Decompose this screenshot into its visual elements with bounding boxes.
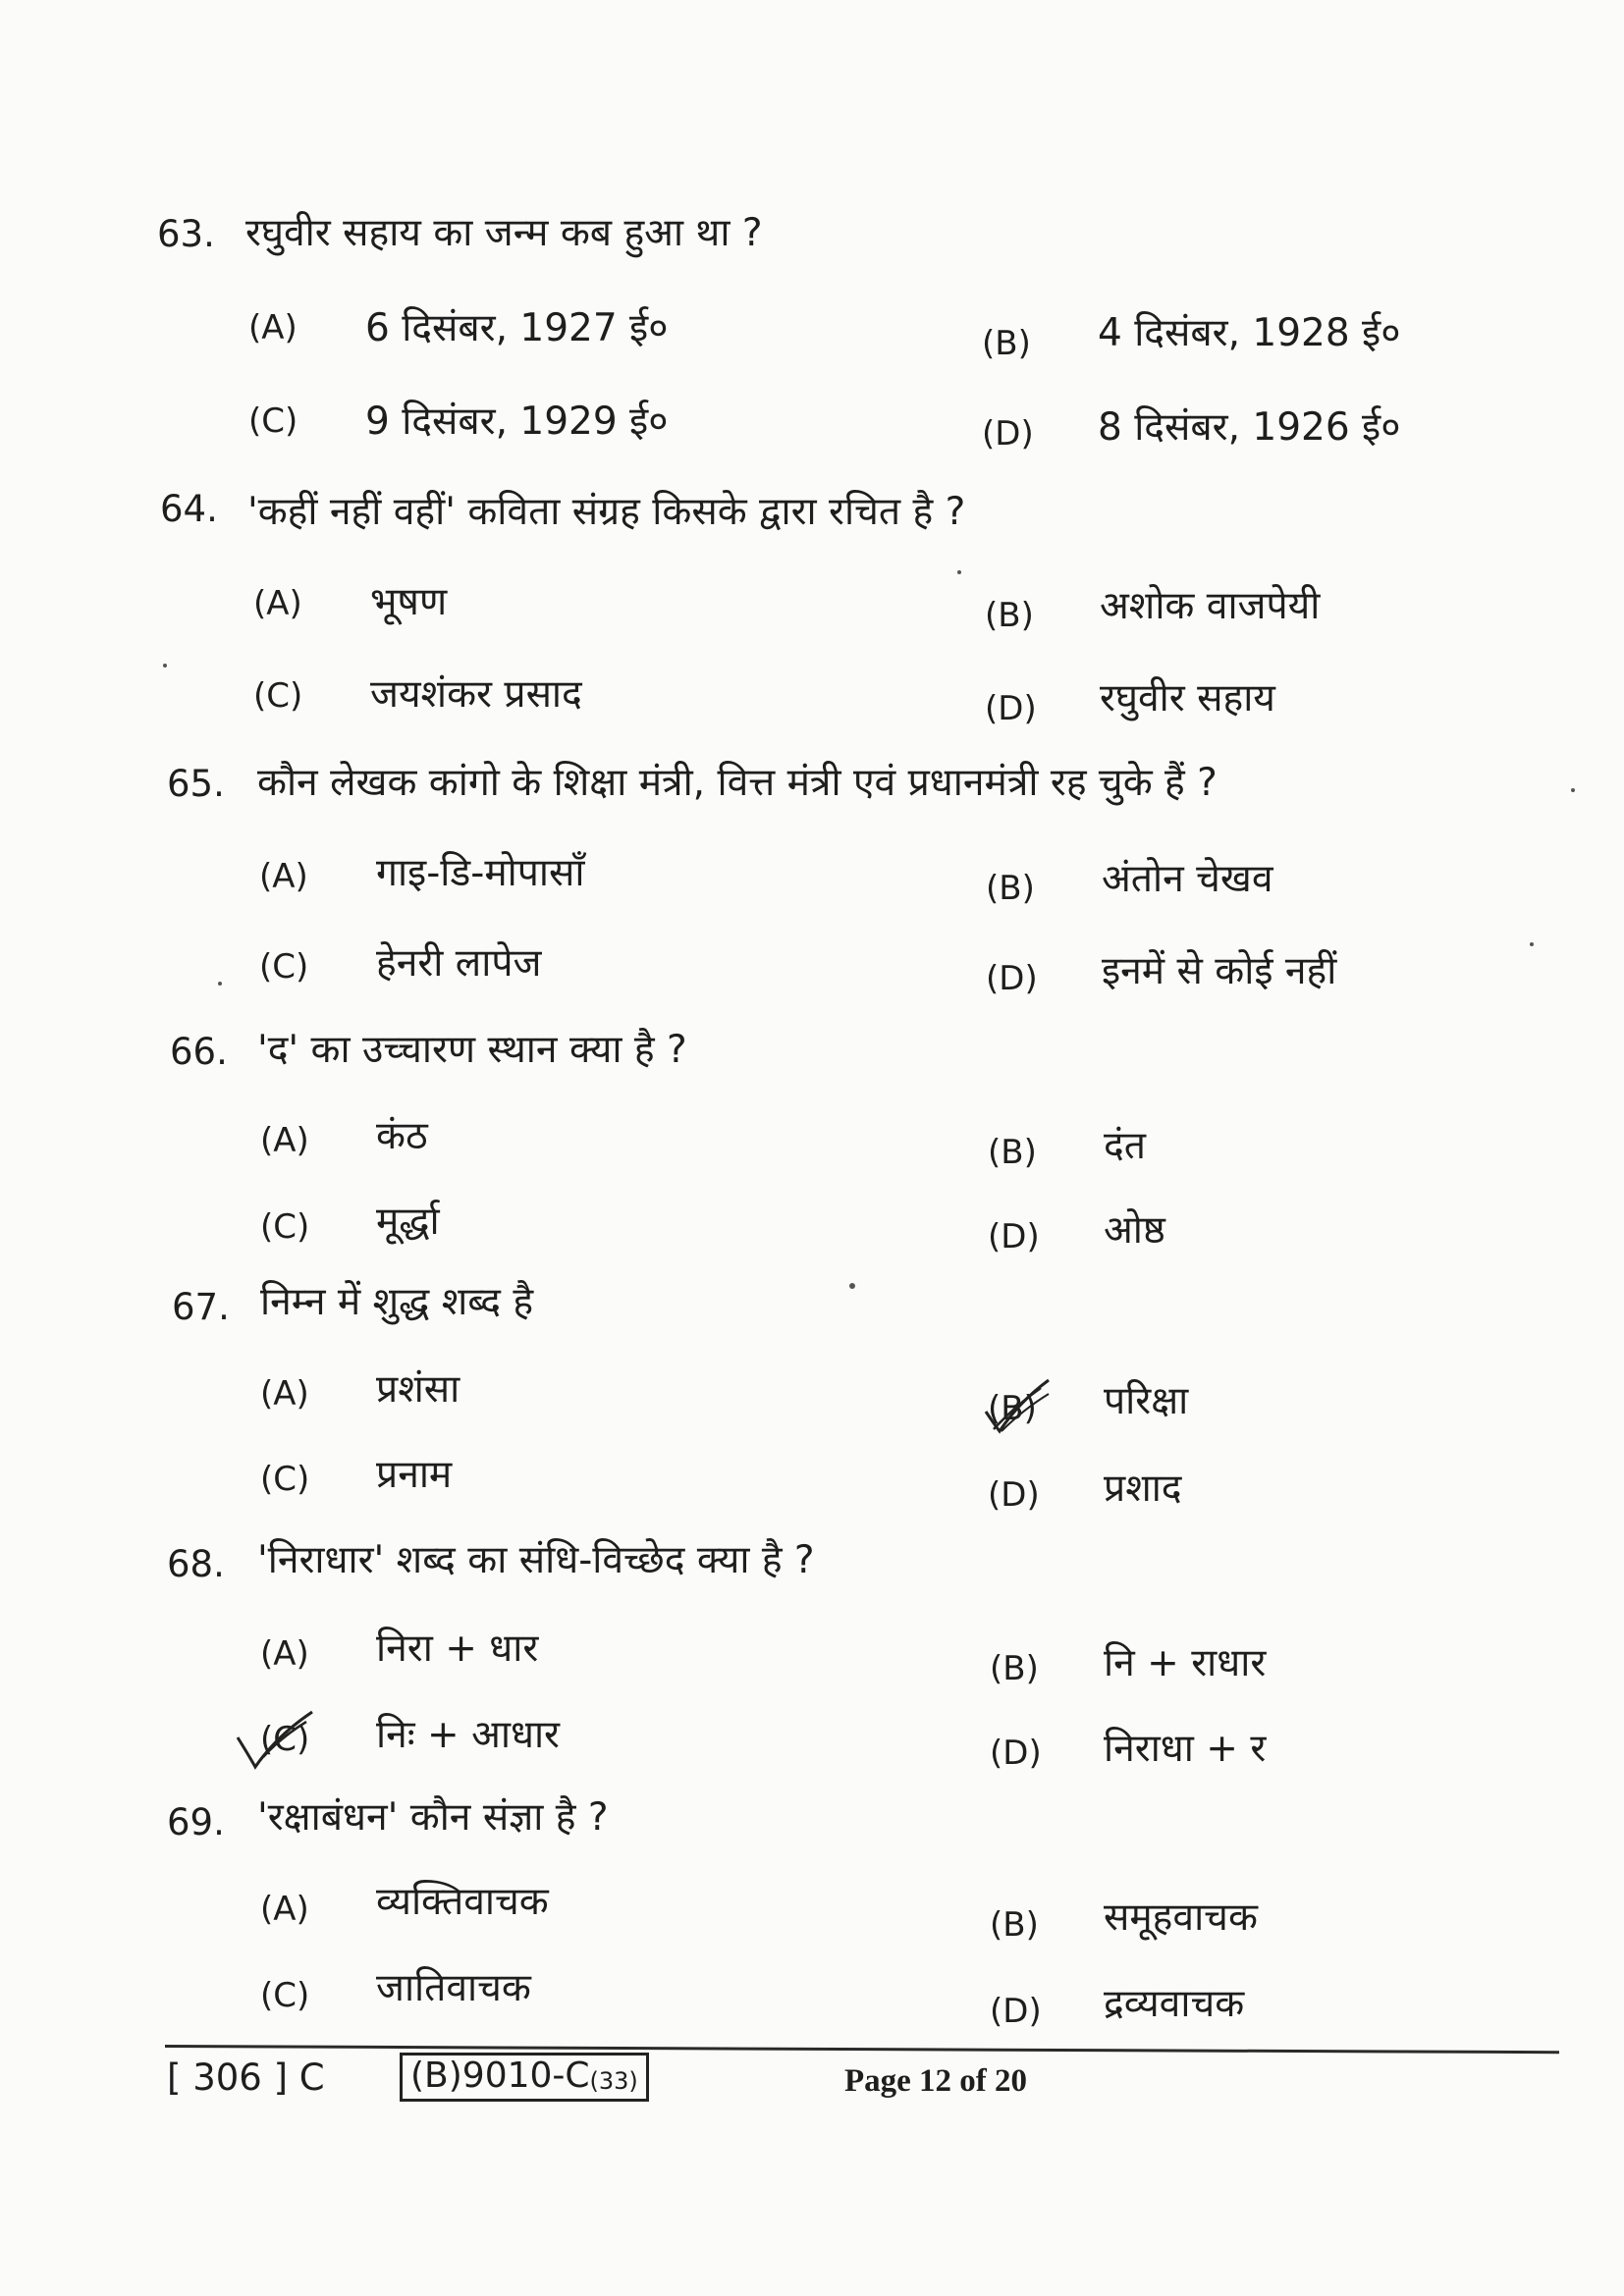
question-66-number: 66. <box>170 1031 228 1073</box>
q64-option-b-text: अशोक वाजपेयी <box>1100 584 1321 628</box>
q67-option-d-text: प्रशाद <box>1104 1467 1182 1511</box>
q64-option-c-text: जयशंकर प्रसाद <box>370 672 582 717</box>
q63-option-b-label: (B) <box>982 324 1031 363</box>
q67-option-c-text: प्रनाम <box>376 1453 453 1497</box>
q67-option-b-label: (B) <box>988 1389 1037 1428</box>
scan-speck <box>849 1283 855 1289</box>
question-68-text: 'निराधार' शब्द का संधि-विच्छेद क्या है ? <box>257 1538 815 1582</box>
q65-option-b-text: अंतोन चेखव <box>1102 857 1273 901</box>
q66-option-b-label: (B) <box>988 1133 1037 1172</box>
q63-option-b-text: 4 दिसंबर, 1928 ई० <box>1098 311 1401 355</box>
scan-speck <box>957 570 961 574</box>
q66-option-a-text: कंठ <box>376 1114 428 1158</box>
q65-option-a-label: (A) <box>259 857 308 896</box>
booklet-code <box>400 2053 649 2102</box>
q66-option-c-text: मूर्द्धा <box>376 1200 440 1244</box>
question-63-text: रघुवीर सहाय का जन्म कब हुआ था ? <box>245 211 763 255</box>
q69-option-c-label: (C) <box>260 1976 310 2015</box>
q64-option-a-text: भूषण <box>370 580 448 624</box>
booklet-code-sub: (33) <box>589 2067 638 2095</box>
q67-option-c-label: (C) <box>260 1460 310 1499</box>
q67-option-a-text: प्रशंसा <box>376 1367 460 1412</box>
question-69-number: 69. <box>167 1801 225 1843</box>
q67-option-b-text: परिक्षा <box>1104 1379 1189 1423</box>
footer-rule <box>165 2045 1559 2054</box>
question-69-text: 'रक्षाबंधन' कौन संज्ञा है ? <box>257 1795 609 1840</box>
question-64-number: 64. <box>160 488 218 530</box>
q69-option-a-label: (A) <box>260 1890 309 1929</box>
q64-option-a-label: (A) <box>253 584 302 623</box>
q64-option-c-label: (C) <box>253 676 303 716</box>
q64-option-d-label: (D) <box>985 689 1037 728</box>
q63-option-a-label: (A) <box>248 308 298 347</box>
q65-option-d-label: (D) <box>986 959 1038 998</box>
q65-option-c-label: (C) <box>259 947 309 987</box>
page-number: Page 12 of 20 <box>844 2063 1028 2099</box>
q68-option-a-label: (A) <box>260 1634 309 1674</box>
q67-option-d-label: (D) <box>988 1475 1040 1515</box>
tick-mark-icon <box>234 1706 322 1775</box>
q67-option-a-label: (A) <box>260 1374 309 1414</box>
q63-option-d-label: (D) <box>982 414 1034 454</box>
q68-option-b-text: नि + राधार <box>1104 1641 1267 1685</box>
booklet-code-main: (B)9010-C <box>410 2056 590 2096</box>
question-65-number: 65. <box>167 763 225 805</box>
question-63-number: 63. <box>157 213 215 255</box>
q68-option-c-label: (C) <box>260 1720 310 1759</box>
q63-option-c-label: (C) <box>248 401 298 441</box>
q69-option-d-label: (D) <box>990 1992 1042 2031</box>
question-64-text: 'कहीं नहीं वहीं' कविता संग्रह किसके द्वारा रचित है ? <box>247 490 966 534</box>
q63-option-c-text: 9 दिसंबर, 1929 ई० <box>365 400 669 444</box>
question-66-text: 'द' का उच्चारण स्थान क्या है ? <box>257 1028 687 1072</box>
q63-option-a-text: 6 दिसंबर, 1927 ई० <box>365 306 669 350</box>
q65-option-d-text: इनमें से कोई नहीं <box>1102 949 1337 993</box>
question-67-number: 67. <box>172 1286 230 1328</box>
tick-mark-icon <box>980 1372 1058 1441</box>
question-65-text: कौन लेखक कांगो के शिक्षा मंत्री, वित्त मंत्री एवं प्रधानमंत्री रह चुके हैं ? <box>257 761 1218 805</box>
q69-option-d-text: द्रव्यवाचक <box>1104 1982 1245 2026</box>
scan-speck <box>163 664 167 667</box>
q69-option-b-label: (B) <box>990 1905 1039 1945</box>
q66-option-d-text: ओष्ठ <box>1104 1208 1165 1253</box>
question-67-text: निम्न में शुद्ध शब्द है <box>260 1280 534 1324</box>
q65-option-a-text: गाइ-डि-मोपासाँ <box>376 851 585 895</box>
question-68-number: 68. <box>167 1543 225 1585</box>
q64-option-b-label: (B) <box>985 596 1034 635</box>
q69-option-b-text: समूहवाचक <box>1104 1896 1258 1940</box>
paper-code: [ 306 ] C <box>167 2056 325 2099</box>
q69-option-c-text: जातिवाचक <box>376 1966 531 2010</box>
scan-speck <box>1530 942 1534 946</box>
q68-option-a-text: निरा + धार <box>376 1627 539 1671</box>
q66-option-a-label: (A) <box>260 1121 309 1160</box>
q65-option-c-text: हेनरी लापेज <box>376 941 542 986</box>
q66-option-d-label: (D) <box>988 1217 1040 1256</box>
q68-option-d-label: (D) <box>990 1734 1042 1773</box>
scan-speck <box>218 982 222 986</box>
q68-option-c-text: निः + आधार <box>376 1713 560 1757</box>
q65-option-b-label: (B) <box>986 869 1035 908</box>
q68-option-d-text: निराधा + र <box>1104 1727 1267 1771</box>
q64-option-d-text: रघुवीर सहाय <box>1100 676 1275 721</box>
q69-option-a-text: व्यक्तिवाचक <box>376 1880 549 1924</box>
scan-speck <box>1571 788 1575 792</box>
q63-option-d-text: 8 दिसंबर, 1926 ई० <box>1098 405 1401 450</box>
q66-option-c-label: (C) <box>260 1207 310 1247</box>
q66-option-b-text: दंत <box>1104 1124 1146 1168</box>
q68-option-b-label: (B) <box>990 1649 1039 1688</box>
